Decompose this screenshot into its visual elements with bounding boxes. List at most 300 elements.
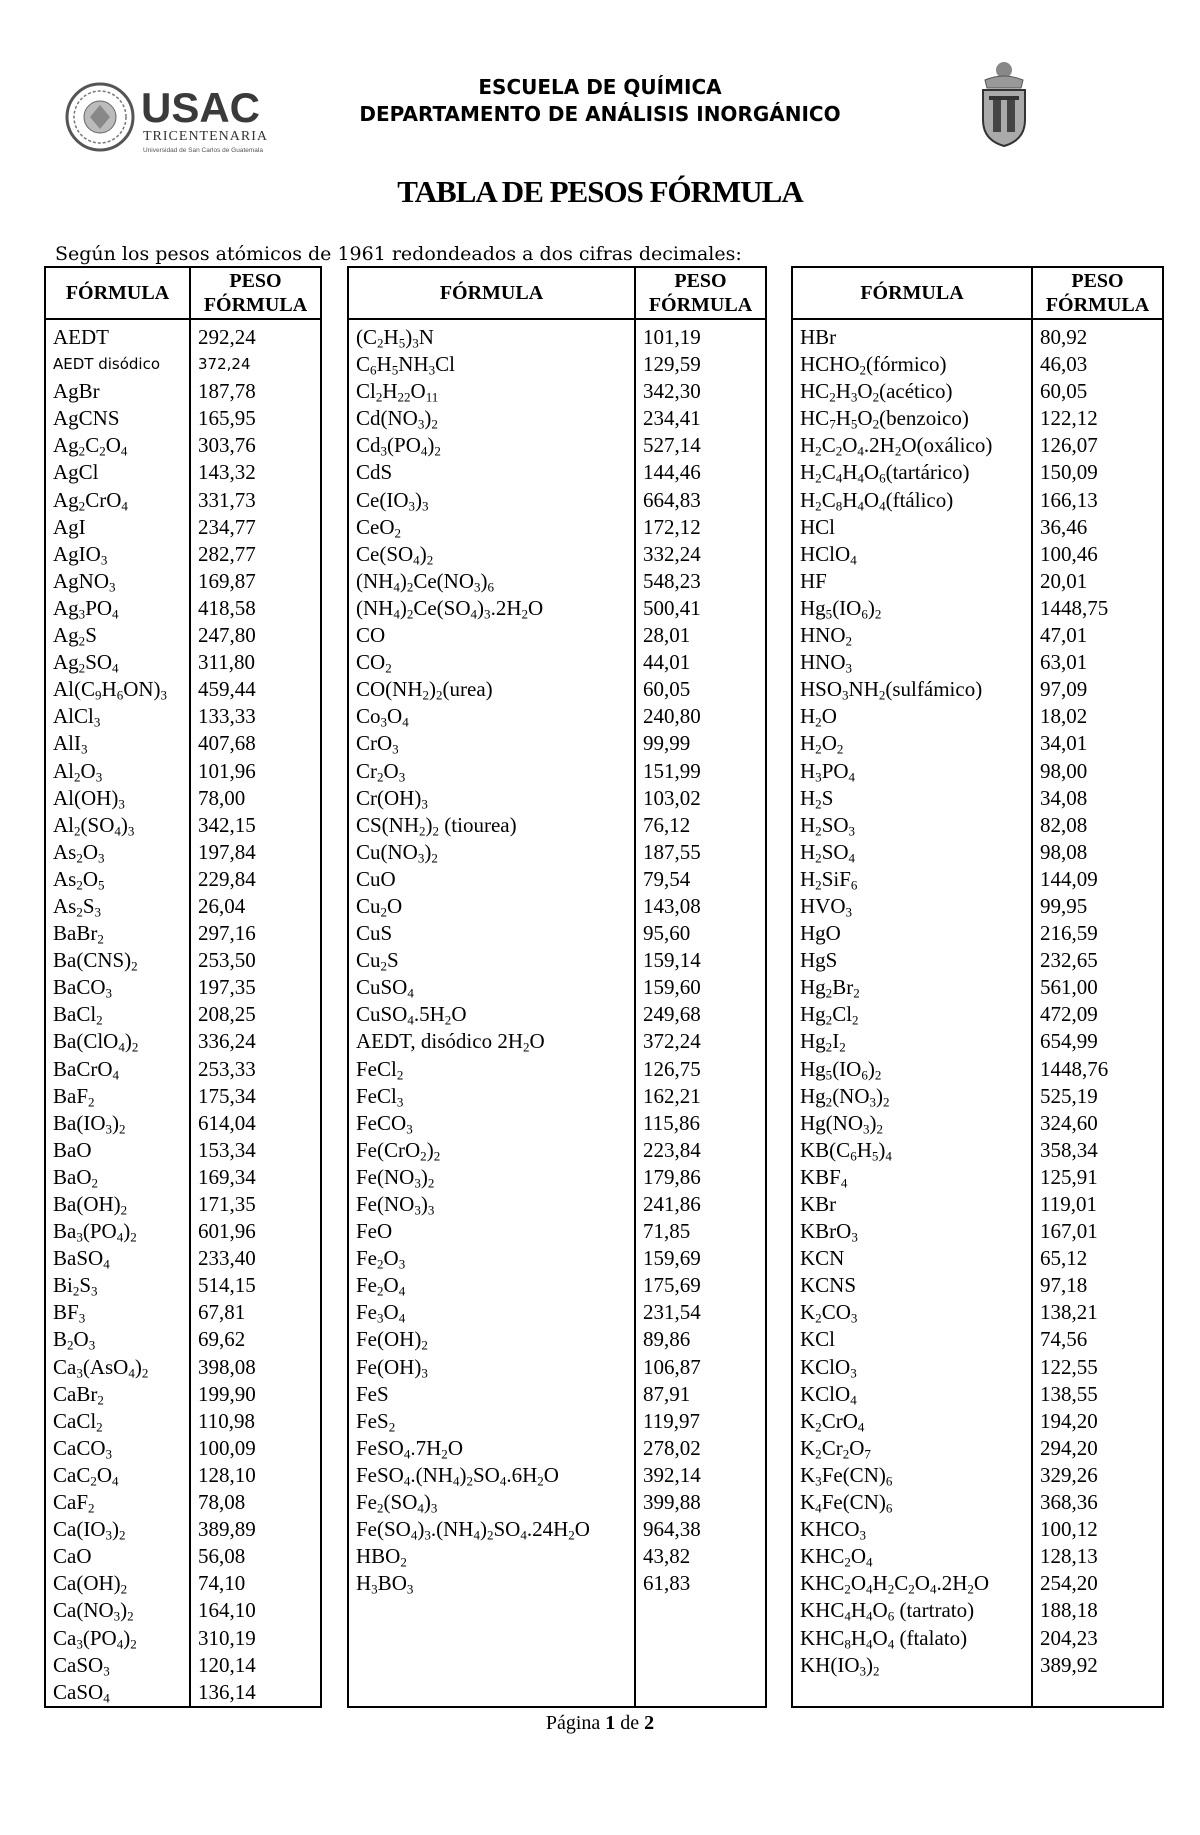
weight-cell: 122,55 — [1032, 1354, 1163, 1381]
formula-cell: $HVO_3$ — [792, 893, 1032, 920]
weight-cell: 101,96 — [190, 758, 321, 785]
table-row — [348, 405, 766, 432]
weight-cell: 138,21 — [1032, 1299, 1163, 1326]
formula-cell: $K_2Cr_2O_7$ — [792, 1435, 1032, 1462]
weight-cell: 128,13 — [1032, 1543, 1163, 1570]
weight-cell: 98,08 — [1032, 839, 1163, 866]
weight-cell: 197,84 — [190, 839, 321, 866]
formula-cell: $KB(C_6H_5)_4$ — [792, 1137, 1032, 1164]
formula-cell — [792, 1679, 1032, 1707]
weight-cell: 204,23 — [1032, 1625, 1163, 1652]
usac-logo — [65, 80, 285, 160]
weight-cell: 197,35 — [190, 974, 321, 1001]
table-row — [45, 1679, 321, 1707]
formula-cell: $Co_3O_4$ — [348, 703, 635, 730]
formula-cell: $CaC_2O_4$ — [45, 1462, 190, 1489]
weight-cell: 99,95 — [1032, 893, 1163, 920]
weight-cell: 65,12 — [1032, 1245, 1163, 1272]
weight-cell: 100,12 — [1032, 1516, 1163, 1543]
intro-note: Según los pesos atómicos de 1961 redondeados a dos cifras decimales: — [55, 243, 742, 265]
table-row — [792, 1462, 1163, 1489]
weight-cell: 95,60 — [635, 920, 766, 947]
formula-cell: $HSO_3NH_2(sulfámico)$ — [792, 676, 1032, 703]
table-row — [348, 1245, 766, 1272]
formula-cell: BaBr$_2$ — [45, 920, 190, 947]
table-row — [348, 920, 766, 947]
weight-cell: 171,35 — [190, 1191, 321, 1218]
formula-cell: $Ca(NO_3)_2$ — [45, 1597, 190, 1624]
weight-cell: 253,33 — [190, 1056, 321, 1083]
table-row — [348, 1164, 766, 1191]
weight-cell: 172,12 — [635, 514, 766, 541]
formula-cell: $KHC_4H_4O_6$ (tartrato) — [792, 1597, 1032, 1624]
formula-cell: BaF$_2$ — [45, 1083, 190, 1110]
formula-cell: $K_4Fe(CN)_6$ — [792, 1489, 1032, 1516]
formula-cell: $Cu_2S$ — [348, 947, 635, 974]
table-row — [348, 1056, 766, 1083]
formula-cell: $KHC_8H_4O_4$ (ftalato) — [792, 1625, 1032, 1652]
formula-cell: $K_2CrO_4$ — [792, 1408, 1032, 1435]
weight-cell: 601,96 — [190, 1218, 321, 1245]
weight-cell: 159,60 — [635, 974, 766, 1001]
formula-cell: CuO — [348, 866, 635, 893]
weight-cell: 162,21 — [635, 1083, 766, 1110]
table-row — [348, 676, 766, 703]
formula-cell: $H_2O_2$ — [792, 730, 1032, 757]
table-row — [348, 974, 766, 1001]
formula-cell: $FeSO_4.(NH_4)_2SO_4.6H_2O$ — [348, 1462, 635, 1489]
formula-cell: $As_2O_3$ — [45, 839, 190, 866]
table-row — [792, 1137, 1163, 1164]
table-row — [792, 541, 1163, 568]
formula-cell: AgIO$_3$ — [45, 541, 190, 568]
formula-cell: $CS(NH_2)_2$ (tiourea) — [348, 812, 635, 839]
table-row — [348, 622, 766, 649]
weight-cell: 138,55 — [1032, 1381, 1163, 1408]
weight-cell: 144,09 — [1032, 866, 1163, 893]
table-row — [45, 1056, 321, 1083]
weight-cell: 143,08 — [635, 893, 766, 920]
table-row — [45, 1164, 321, 1191]
weight-cell: 303,76 — [190, 432, 321, 459]
formula-cell: AgCNS — [45, 405, 190, 432]
formula-cell: BaCl$_2$ — [45, 1001, 190, 1028]
formula-cell: $Al(OH)_3$ — [45, 785, 190, 812]
table-row — [348, 1299, 766, 1326]
table-row — [792, 676, 1163, 703]
weight-cell: 136,14 — [190, 1679, 321, 1707]
table-row — [348, 893, 766, 920]
formula-cell — [348, 1597, 635, 1624]
formula-cell: $Ca(OH)_2$ — [45, 1570, 190, 1597]
weight-cell: 47,01 — [1032, 622, 1163, 649]
weight-cell: 254,20 — [1032, 1570, 1163, 1597]
weight-cell: 153,34 — [190, 1137, 321, 1164]
formula-cell: $Ba(ClO_4)_2$ — [45, 1028, 190, 1055]
table-row — [792, 1597, 1163, 1624]
formula-cell: $Hg_5(IO_6)_2$ — [792, 595, 1032, 622]
weight-cell: 151,99 — [635, 758, 766, 785]
formula-cell: $HNO_2$ — [792, 622, 1032, 649]
weight-cell: 282,77 — [190, 541, 321, 568]
weight-cell: 561,00 — [1032, 974, 1163, 1001]
weight-cell: 311,80 — [190, 649, 321, 676]
weight-cell: 342,15 — [190, 812, 321, 839]
formula-cell: $Ag_2C_2O_4$ — [45, 432, 190, 459]
formula-cell: $Ca(IO_3)_2$ — [45, 1516, 190, 1543]
table-row — [45, 1110, 321, 1137]
table-row — [45, 1354, 321, 1381]
weight-cell: 199,90 — [190, 1381, 321, 1408]
table-row — [45, 1570, 321, 1597]
formula-cell: $H_2C_2O_4.2H_2O(oxálico)$ — [792, 432, 1032, 459]
weight-cell: 74,56 — [1032, 1326, 1163, 1353]
table-row — [792, 866, 1163, 893]
weight-cell: 459,44 — [190, 676, 321, 703]
formula-cell: $KHCO_3$ — [792, 1516, 1032, 1543]
formula-cell: $Hg_2Cl_2$ — [792, 1001, 1032, 1028]
formula-cell: $H_2C_8H_4O_4(ftálico)$ — [792, 487, 1032, 514]
formula-cell: KCN — [792, 1245, 1032, 1272]
formula-cell: $Cr_2O_3$ — [348, 758, 635, 785]
weight-cell — [635, 1625, 766, 1652]
table-row — [45, 541, 321, 568]
table-row — [792, 1272, 1163, 1299]
weight-cell: 103,02 — [635, 785, 766, 812]
weight-cell: 150,09 — [1032, 459, 1163, 486]
weight-cell: 175,34 — [190, 1083, 321, 1110]
table-row — [45, 1381, 321, 1408]
formula-cell: CrO$_3$ — [348, 730, 635, 757]
col-header-peso: PESO FÓRMULA — [190, 267, 321, 319]
formula-cell: $Fe(NO_3)_2$ — [348, 1164, 635, 1191]
table-row — [45, 758, 321, 785]
usac-logo-tagline: Universidad de San Carlos de Guatemala — [143, 147, 263, 154]
table-row — [792, 649, 1163, 676]
table-row — [792, 1652, 1163, 1679]
table-row — [45, 432, 321, 459]
weight-cell: 329,26 — [1032, 1462, 1163, 1489]
formula-cell: $KBF_4$ — [792, 1164, 1032, 1191]
weight-cell: 223,84 — [635, 1137, 766, 1164]
table-row — [348, 703, 766, 730]
table-row — [45, 1516, 321, 1543]
table-row — [45, 1597, 321, 1624]
table-row — [348, 1272, 766, 1299]
formula-cell: $Fe(SO_4)_3.(NH_4)_2SO_4.24H_2O$ — [348, 1516, 635, 1543]
formula-cell: $FeSO_4.7H_2O$ — [348, 1435, 635, 1462]
formula-cell: BaCO$_3$ — [45, 974, 190, 1001]
table-row — [45, 866, 321, 893]
weight-cell: 144,46 — [635, 459, 766, 486]
formula-cell: BaCrO$_4$ — [45, 1056, 190, 1083]
formula-cell: $CO_2$ — [348, 649, 635, 676]
formula-cell: FeCl$_2$ — [348, 1056, 635, 1083]
weight-cell: 232,65 — [1032, 947, 1163, 974]
table-row — [348, 514, 766, 541]
weight-cell: 159,14 — [635, 947, 766, 974]
table-row — [792, 487, 1163, 514]
formula-cell: AEDT, disódico $2H_2O$ — [348, 1028, 635, 1055]
table-row — [348, 1408, 766, 1435]
formula-cell: $H_2S$ — [792, 785, 1032, 812]
formula-cell: $KH(IO_3)_2$ — [792, 1652, 1032, 1679]
table-row — [792, 1110, 1163, 1137]
table-row — [348, 947, 766, 974]
formula-cell: $Ag_3PO_4$ — [45, 595, 190, 622]
table-row — [792, 785, 1163, 812]
formula-cell: $Bi_2S_3$ — [45, 1272, 190, 1299]
weight-cell: 372,24 — [635, 1028, 766, 1055]
formula-cell: $Cd_3(PO_4)_2$ — [348, 432, 635, 459]
weight-cell: 60,05 — [1032, 378, 1163, 405]
weight-cell: 36,46 — [1032, 514, 1163, 541]
table-row — [45, 622, 321, 649]
weight-cell: 46,03 — [1032, 351, 1163, 378]
table-row — [45, 1028, 321, 1055]
table-row — [348, 487, 766, 514]
table-row — [792, 703, 1163, 730]
weight-cell: 175,69 — [635, 1272, 766, 1299]
formula-cell: $Ce(IO_3)_3$ — [348, 487, 635, 514]
formula-cell: $KHC_2O_4$ — [792, 1543, 1032, 1570]
table-row — [348, 1597, 766, 1624]
table-row — [348, 812, 766, 839]
weight-cell: 169,87 — [190, 568, 321, 595]
formula-cell: $Ag_2S$ — [45, 622, 190, 649]
table-row — [792, 1299, 1163, 1326]
table-row — [348, 649, 766, 676]
formula-cell: BaSO$_4$ — [45, 1245, 190, 1272]
weight-cell: 164,10 — [190, 1597, 321, 1624]
table-row — [45, 1272, 321, 1299]
table-row — [792, 351, 1163, 378]
weight-cell: 247,80 — [190, 622, 321, 649]
formula-cell: CaF$_2$ — [45, 1489, 190, 1516]
formula-cell: $HC_2H_3O_2(acético)$ — [792, 378, 1032, 405]
formula-cell: CeO$_2$ — [348, 514, 635, 541]
weight-cell: 106,87 — [635, 1354, 766, 1381]
table-row — [45, 676, 321, 703]
table-row — [45, 1326, 321, 1353]
weight-cell: 79,54 — [635, 866, 766, 893]
formula-cell: $Hg(NO_3)_2$ — [792, 1110, 1032, 1137]
weight-cell: 332,24 — [635, 541, 766, 568]
weight-cell: 98,00 — [1032, 758, 1163, 785]
formula-cell: $Fe(CrO_2)_2$ — [348, 1137, 635, 1164]
weight-cell: 63,01 — [1032, 649, 1163, 676]
weight-cell: 614,04 — [190, 1110, 321, 1137]
formula-cell: CaSO$_3$ — [45, 1652, 190, 1679]
col-header-formula: FÓRMULA — [792, 267, 1032, 319]
page-number: 1 — [605, 1712, 616, 1734]
formula-cell: HClO$_4$ — [792, 541, 1032, 568]
weight-cell: 324,60 — [1032, 1110, 1163, 1137]
formula-cell: $Ag_2SO_4$ — [45, 649, 190, 676]
formula-cell: $BF_3$ — [45, 1299, 190, 1326]
table-row — [792, 893, 1163, 920]
table-row — [45, 595, 321, 622]
weight-cell — [1032, 1679, 1163, 1707]
table-row — [792, 514, 1163, 541]
table-row — [45, 703, 321, 730]
formula-cell: FeCl$_3$ — [348, 1083, 635, 1110]
weight-cell: 418,58 — [190, 595, 321, 622]
table-row — [348, 1326, 766, 1353]
weight-cell: 126,07 — [1032, 432, 1163, 459]
table-row — [792, 1435, 1163, 1462]
weight-cell: 392,14 — [635, 1462, 766, 1489]
weight-cell: 234,77 — [190, 514, 321, 541]
table-row — [792, 1191, 1163, 1218]
weight-cell: 99,99 — [635, 730, 766, 757]
document-title: TABLA DE PESOS FÓRMULA — [397, 174, 803, 209]
formula-cell: $Cr(OH)_3$ — [348, 785, 635, 812]
formula-cell: $Hg_2I_2$ — [792, 1028, 1032, 1055]
weight-cell: 56,08 — [190, 1543, 321, 1570]
weight-cell: 119,97 — [635, 1408, 766, 1435]
weight-cell: 165,95 — [190, 405, 321, 432]
weight-cell: 71,85 — [635, 1218, 766, 1245]
table-row — [45, 974, 321, 1001]
weight-cell: 525,19 — [1032, 1083, 1163, 1110]
weight-cell: 1448,75 — [1032, 595, 1163, 622]
formula-cell: $(NH_4)_2Ce(NO_3)_6$ — [348, 568, 635, 595]
formula-cell: KClO$_3$ — [792, 1354, 1032, 1381]
formula-cell: $H_3BO_3$ — [348, 1570, 635, 1597]
table-row — [348, 839, 766, 866]
weight-cell: 231,54 — [635, 1299, 766, 1326]
weight-cell: 500,41 — [635, 595, 766, 622]
formula-cell: AlCl$_3$ — [45, 703, 190, 730]
formula-cell: BaO$_2$ — [45, 1164, 190, 1191]
formula-cell: AgBr — [45, 378, 190, 405]
weight-cell: 399,88 — [635, 1489, 766, 1516]
table-row — [45, 405, 321, 432]
formula-cell: $Al_2(SO_4)_3$ — [45, 812, 190, 839]
formula-cell: AEDT disódico — [45, 351, 190, 378]
weight-cell: 122,12 — [1032, 405, 1163, 432]
weight-cell: 159,69 — [635, 1245, 766, 1272]
weight-cell: 89,86 — [635, 1326, 766, 1353]
weight-cell: 216,59 — [1032, 920, 1163, 947]
table-row — [792, 920, 1163, 947]
formula-cell: $H_2SO_4$ — [792, 839, 1032, 866]
formula-cell — [348, 1679, 635, 1707]
table-row — [45, 1435, 321, 1462]
weight-cell — [635, 1597, 766, 1624]
formula-cell: CuSO$_4$ — [348, 974, 635, 1001]
formula-cell: CaO — [45, 1543, 190, 1570]
weight-cell: 187,78 — [190, 378, 321, 405]
table-row — [792, 1245, 1163, 1272]
col-header-formula: FÓRMULA — [45, 267, 190, 319]
formula-cell: CdS — [348, 459, 635, 486]
table-row — [45, 730, 321, 757]
table-row — [348, 758, 766, 785]
formula-cell: $Fe_2(SO_4)_3$ — [348, 1489, 635, 1516]
table-row — [348, 1191, 766, 1218]
formula-cell: $CuSO_4.5H_2O$ — [348, 1001, 635, 1028]
weight-cell: 133,33 — [190, 703, 321, 730]
weight-cell: 358,34 — [1032, 1137, 1163, 1164]
col-header-peso: PESO FÓRMULA — [635, 267, 766, 319]
table-row — [348, 378, 766, 405]
table-row — [45, 1001, 321, 1028]
weight-cell: 78,08 — [190, 1489, 321, 1516]
table-row — [348, 1462, 766, 1489]
weight-cell — [635, 1652, 766, 1679]
formula-cell: $(C_2H_5)_3N$ — [348, 319, 635, 351]
page-total: 2 — [644, 1712, 655, 1734]
usac-logo-name: USAC — [141, 84, 261, 131]
usac-logo-subtitle: TRICENTENARIA — [143, 129, 268, 144]
weight-cell: 166,13 — [1032, 487, 1163, 514]
formula-cell: $Hg_2Br_2$ — [792, 974, 1032, 1001]
table-row — [792, 1164, 1163, 1191]
weight-cell: 82,08 — [1032, 812, 1163, 839]
weight-cell: 20,01 — [1032, 568, 1163, 595]
formula-cell: AlI$_3$ — [45, 730, 190, 757]
formula-cell: $Ce(SO_4)_2$ — [348, 541, 635, 568]
table-row — [792, 432, 1163, 459]
weight-cell: 143,32 — [190, 459, 321, 486]
weight-cell: 101,19 — [635, 319, 766, 351]
formula-cell: $Ag_2CrO_4$ — [45, 487, 190, 514]
weight-cell: 76,12 — [635, 812, 766, 839]
table-row — [792, 1326, 1163, 1353]
table-row — [348, 1083, 766, 1110]
table-row — [792, 1028, 1163, 1055]
formula-cell: HCl — [792, 514, 1032, 541]
weight-cell: 34,08 — [1032, 785, 1163, 812]
weight-cell: 331,73 — [190, 487, 321, 514]
weight-cell: 44,01 — [635, 649, 766, 676]
formula-cell: $HNO_3$ — [792, 649, 1032, 676]
weight-cell: 310,19 — [190, 1625, 321, 1652]
table-row — [348, 1652, 766, 1679]
table-row — [792, 758, 1163, 785]
table-row — [45, 1408, 321, 1435]
formula-cell: $Ba_3(PO_4)_2$ — [45, 1218, 190, 1245]
formula-cell: $HCHO_2(fórmico)$ — [792, 351, 1032, 378]
table-row — [792, 595, 1163, 622]
table-row — [45, 1218, 321, 1245]
formula-cell: $KHC_2O_4H_2C_2O_4.2H_2O$ — [792, 1570, 1032, 1597]
formula-table-2 — [347, 266, 767, 1708]
table-row — [348, 319, 766, 351]
weight-cell: 97,09 — [1032, 676, 1163, 703]
table-row — [792, 839, 1163, 866]
table-row — [348, 730, 766, 757]
weight-cell: 398,08 — [190, 1354, 321, 1381]
formula-cell — [348, 1652, 635, 1679]
formula-cell: $K_3Fe(CN)_6$ — [792, 1462, 1032, 1489]
table-row — [348, 1137, 766, 1164]
weight-cell — [635, 1679, 766, 1707]
table-row — [348, 1001, 766, 1028]
table-row — [792, 378, 1163, 405]
formula-cell: $HC_7H_5O_2(benzoico)$ — [792, 405, 1032, 432]
school-name: ESCUELA DE QUÍMICA — [478, 75, 722, 99]
table-row — [792, 812, 1163, 839]
formula-cell: AgCl — [45, 459, 190, 486]
table-row — [45, 378, 321, 405]
weight-cell: 472,09 — [1032, 1001, 1163, 1028]
table-row — [792, 730, 1163, 757]
table-row — [348, 1679, 766, 1707]
weight-cell: 80,92 — [1032, 319, 1163, 351]
